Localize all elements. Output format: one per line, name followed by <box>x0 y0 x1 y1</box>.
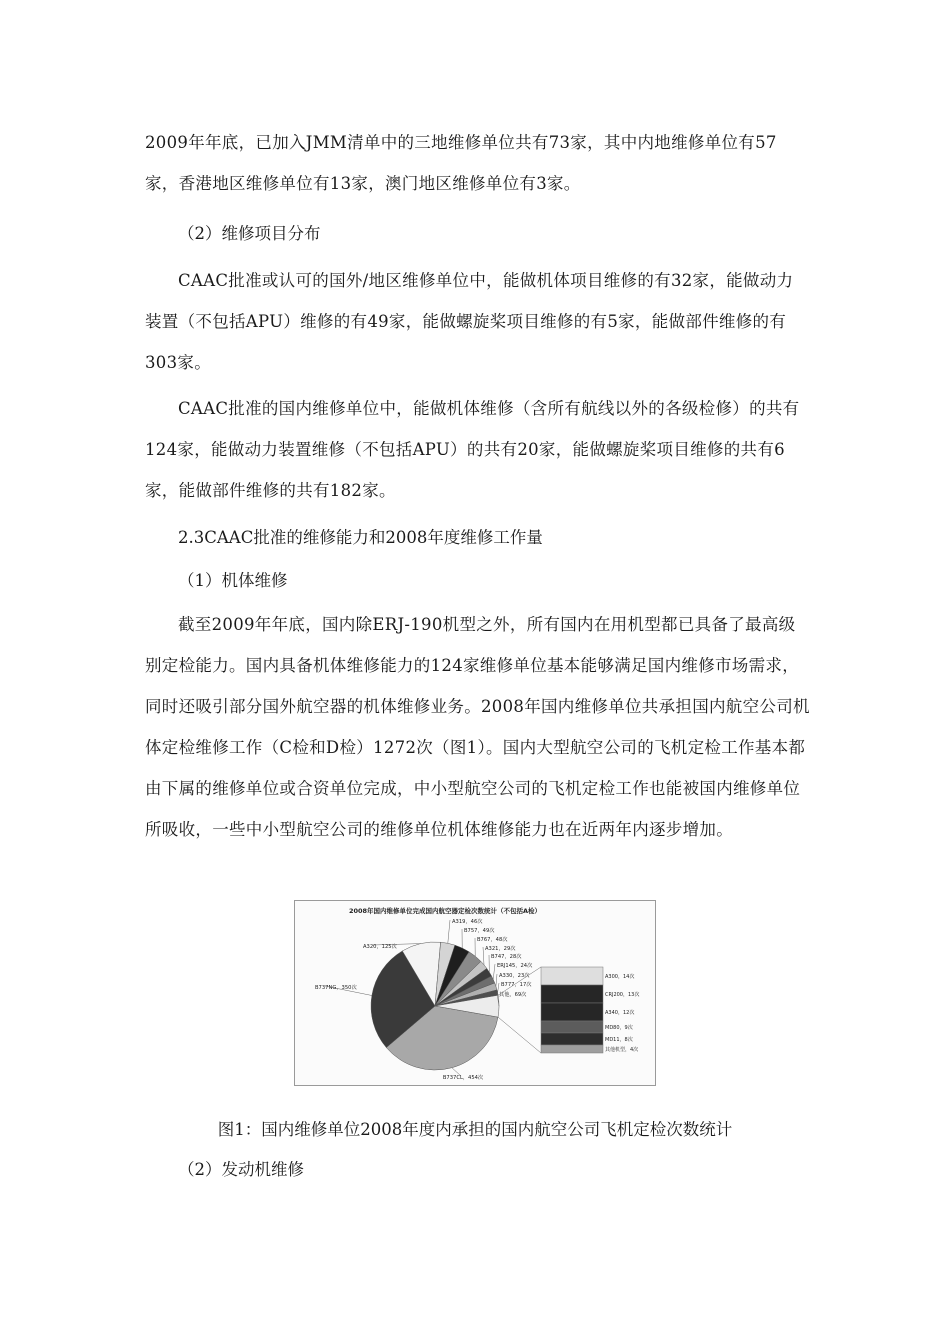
chart-canvas <box>295 901 655 1085</box>
chart-title: 2008年国内维修单位完成国内航空器定检次数统计（不包括A检） <box>348 907 542 915</box>
heading-airframe-maintenance: （1）机体维修 <box>178 571 288 590</box>
pie-label-a319: A319，46次 <box>452 919 483 925</box>
breakdown-label-a300: A300，14次 <box>605 974 635 980</box>
breakdown-label-other: 其他机型，4次 <box>605 1047 639 1053</box>
heading-maintenance-distribution: （2）维修项目分布 <box>178 224 321 243</box>
paragraph-domestic-units <box>145 388 810 511</box>
breakdown-label-md80: MD80，9次 <box>605 1025 633 1031</box>
pie-label-b777: B777，17次 <box>501 982 532 988</box>
breakdown-segment-md80 <box>541 1021 603 1033</box>
pie-label-b737cl: B737CL，454次 <box>442 1075 484 1081</box>
breakdown-segment-crj200 <box>541 985 603 1003</box>
breakdown-label-crj200: CRJ200，13次 <box>605 992 640 998</box>
breakdown-label-md11: MD11，8次 <box>605 1037 633 1043</box>
figure-caption: 图1：国内维修单位2008年度内承担的国内航空公司飞机定检次数统计 <box>217 1120 733 1139</box>
pie-label-other: 其他，69次 <box>499 992 527 998</box>
leader-line-a330 <box>496 974 497 986</box>
pie-label-a321: A321，29次 <box>485 946 516 952</box>
leader-line-erj145 <box>493 964 495 979</box>
leader-line-a319 <box>448 920 450 943</box>
heading-engine-maintenance: （2）发动机维修 <box>178 1160 304 1179</box>
figure-1-pie-chart <box>294 900 656 1086</box>
pie-label-b757: B757，49次 <box>464 928 495 934</box>
breakdown-segment-a340 <box>541 1003 603 1021</box>
paragraph-text: 截至2009年年底，国内除ERJ-190机型之外，所有国内在用机型都已具备了最高级别定检能力。国内具备机体维修能力的124家维修单位基本能够满足国内维修市场需求，同时还吸引部分国外航空器的机体维修业务。2008年国内维修单位共承担国内航空公司机体定检维修工作（C检和D检）1272次（图1）。国内大型航空公司的飞机定检工作基本都由下属的维修单位或合资单位完成，中小型航空公司的飞机定检工作也能被国内维修单位所吸收，一些中小型航空公司的维修单位机体维修能力也在近两年内逐步增加。 <box>145 615 810 839</box>
breakdown-connector-bottom <box>498 1017 541 1053</box>
pie-label-b767: B767，48次 <box>477 937 508 943</box>
pie-label-b747: B747，28次 <box>491 954 522 960</box>
paragraph-jmm <box>145 122 810 204</box>
breakdown-segment-other <box>541 1045 603 1053</box>
paragraph-foreign-units <box>145 260 810 383</box>
heading-section-2-3: 2.3CAAC批准的维修能力和2008年度维修工作量 <box>178 528 543 547</box>
paragraph-text: CAAC批准的国内维修单位中，能做机体维修（含所有航线以外的各级检修）的共有124家，能做动力装置维修（不包括APU）的共有20家，能做螺旋桨项目维修的共有6家，能做部件维修的共有182家。 <box>145 399 800 500</box>
pie-label-a320: A320，125次 <box>363 944 397 950</box>
pie-label-b737ng: B737NG，350次 <box>315 985 357 991</box>
paragraph-airframe <box>145 604 810 850</box>
pie-label-a330: A330，23次 <box>499 973 530 979</box>
breakdown-label-a340: A340，12次 <box>605 1010 635 1016</box>
breakdown-segment-md11 <box>541 1033 603 1045</box>
breakdown-segment-a300 <box>541 967 603 985</box>
paragraph-text: 2009年年底，已加入JMM清单中的三地维修单位共有73家，其中内地维修单位有57家，香港地区维修单位有13家，澳门地区维修单位有3家。 <box>145 133 777 193</box>
pie-slices <box>371 942 499 1070</box>
other-breakdown-bar <box>498 967 639 1053</box>
leader-line-a321 <box>483 947 484 965</box>
paragraph-text: CAAC批准或认可的国外/地区维修单位中，能做机体项目维修的有32家，能做动力装置（不包括APU）维修的有49家，能做螺旋桨项目维修的有5家，能做部件维修的有303家。 <box>145 271 794 372</box>
pie-label-erj145: ERJ145，24次 <box>497 963 533 969</box>
